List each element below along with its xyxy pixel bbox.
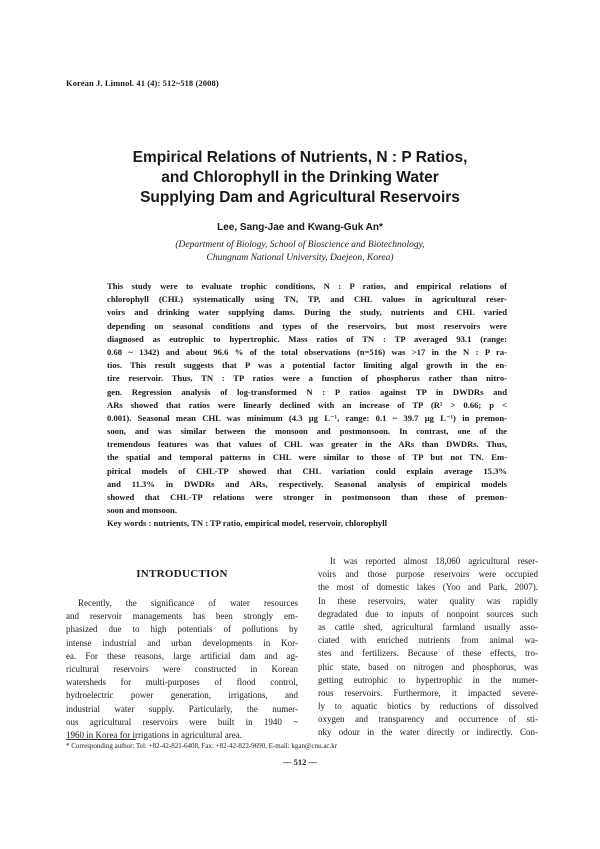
body-line: degradated due to inputs of nonpoint sources such: [318, 608, 538, 619]
body-line: ciated with enriched nutrients from animal wa-: [318, 635, 538, 646]
abstract-line: tremendous features was that values of CHL was greater in the ARs than DWDRs. Thus,: [107, 439, 507, 450]
abstract-line: 0.001). Seasonal mean CHL was minimum (4.3 μg L⁻¹, range: 0.1 ~ 39.7 μg L⁻¹) in premon-: [107, 412, 507, 423]
footnote-rule: [66, 739, 136, 740]
keywords: Key words : nutrients, TN : TP ratio, empirical model, reservoir, chlorophyll: [107, 518, 387, 528]
body-line: ous agricultural reservoirs were built in 1940 ~: [66, 716, 298, 727]
body-line: Recently, the significance of water resources: [78, 598, 298, 608]
abstract: [107, 280, 507, 517]
title-line: Supplying Dam and Agricultural Reservoirs: [140, 189, 460, 206]
body-line: stes and fertilizers. Because of these effects, tro-: [318, 648, 538, 659]
body-line: ea. For these reasons, large artificial dam and ag-: [66, 650, 298, 661]
body-line: industrial water supply. Particularly, the numer-: [66, 703, 298, 714]
left-column: [66, 565, 298, 742]
abstract-line: soon and monsoon.: [107, 505, 177, 516]
body-line: rous reservoirs. Furthermore, it impacted severe-: [318, 687, 538, 698]
body-line: as cattle shed, agricultural farmland usually asso-: [318, 621, 538, 632]
affiliation-line: (Department of Biology, School of Bioscience and Biotechnology,: [175, 240, 425, 250]
abstract-line: showed that CHL-TP relations were stronger in postmonsoon than those of premon-: [107, 492, 507, 502]
body-line: getting eutrophic to hypertrophic in the numer-: [318, 674, 538, 685]
abstract-line: diagnosed as eutrophic to hypertrophic. Mass ratios of TN : TP averaged 93.1 (range:: [107, 333, 507, 344]
affiliation-line: Chungnam National University, Daejeon, Korea): [206, 252, 394, 263]
body-line: It was reported almost 18,060 agricultural reser-: [330, 556, 538, 566]
abstract-line: 0.68 ~ 1342) and about 96.6 % of the total observations (n=516) was >17 in the N : P ra-: [107, 346, 507, 357]
body-line: In these reservoirs, water quality was rapidly: [318, 595, 538, 606]
body-line: hydroelectric power generation, irrigations, and: [66, 690, 298, 701]
abstract-line: the spatial and temporal patterns in CHL were similar to those of TP but not TN. Em-: [107, 452, 507, 463]
journal-reference: Korean J. Limnol. 41 (4): 512~518 (2008): [66, 78, 219, 88]
abstract-line: gen. Regression analysis of log-transformed N : P ratios against TP in DWDRs and: [107, 386, 507, 397]
affiliation: [60, 239, 540, 264]
abstract-line: and 11.3% in DWDRs and ARs, respectively. Seasonal analysis of empirical models: [107, 478, 507, 489]
abstract-line: tios. This result suggests that P was a potential factor limiting algal growth in the en-: [107, 360, 507, 371]
title-line: Empirical Relations of Nutrients, N : P Ratios,: [132, 149, 468, 166]
authors: Lee, Sang-Jae and Kwang-Guk An*: [217, 222, 383, 233]
body-line: ricultural reservoirs were constructed in Korean: [66, 663, 298, 674]
body-line: intense industrial and urban developments in Kor-: [66, 637, 298, 648]
abstract-line: soon, and was similar between the monsoon and postmonsoon. In contrast, one of the: [107, 426, 507, 437]
body-line: voirs and those purpose reservoirs were occupied: [318, 569, 538, 580]
section-heading: INTRODUCTION: [136, 568, 228, 580]
abstract-line: tire reservoir. Thus, TN : TP ratios were a function of phosphorus rather than nitro-: [107, 373, 507, 384]
body-line: phic state, based on nitrogen and phosphorus, was: [318, 661, 538, 672]
page-number: — 512 —: [283, 757, 317, 767]
abstract-line: ARs showed that ratios were linearly declined with an increase of TP (R² > 0.66; p <: [107, 399, 507, 410]
abstract-line: chlorophyll (CHL) systematically using TN, TP, and CHL values in agricultural reser-: [107, 294, 507, 305]
body-line: nky odour in the water directly or indirectly. Con-: [318, 727, 538, 738]
abstract-line: voirs and drinking water supplying dams. During the study, nutrients and CHL varied: [107, 307, 507, 318]
abstract-line: pirical models of CHL-TP showed that CHL variation could explain average 15.3%: [107, 465, 507, 476]
body-line: the most of domestic lakes (Yoo and Park, 2007).: [318, 582, 538, 593]
body-line: ly to aquatic biotics by reductions of dissolved: [318, 701, 538, 712]
abstract-line: This study were to evaluate trophic conditions, N : P ratios, and empirical relations of: [107, 281, 507, 291]
body-line: watersheds for multi-purposes of flood control,: [66, 677, 298, 688]
footnote: * Corresponding author: Tel: +82-42-821-6408, Fax: +82-42-822-9690, E-mail: kgan@cnu.ac.kr: [66, 742, 338, 750]
body-line: oxygen and transparency and occurrence of sti-: [318, 714, 538, 725]
body-line: 1960 in Korea for irrigations in agricultural area.: [66, 729, 242, 740]
right-column: [318, 555, 538, 740]
abstract-line: depending on seasonal conditions and types of the reservoirs, but most reservoirs were: [107, 320, 507, 331]
article-title: [60, 148, 540, 208]
body-line: phasized due to high potentials of pollutions by: [66, 624, 298, 635]
body-line: and reservoir managements has been strongly em-: [66, 611, 298, 622]
title-line: and Chlorophyll in the Drinking Water: [161, 169, 439, 186]
